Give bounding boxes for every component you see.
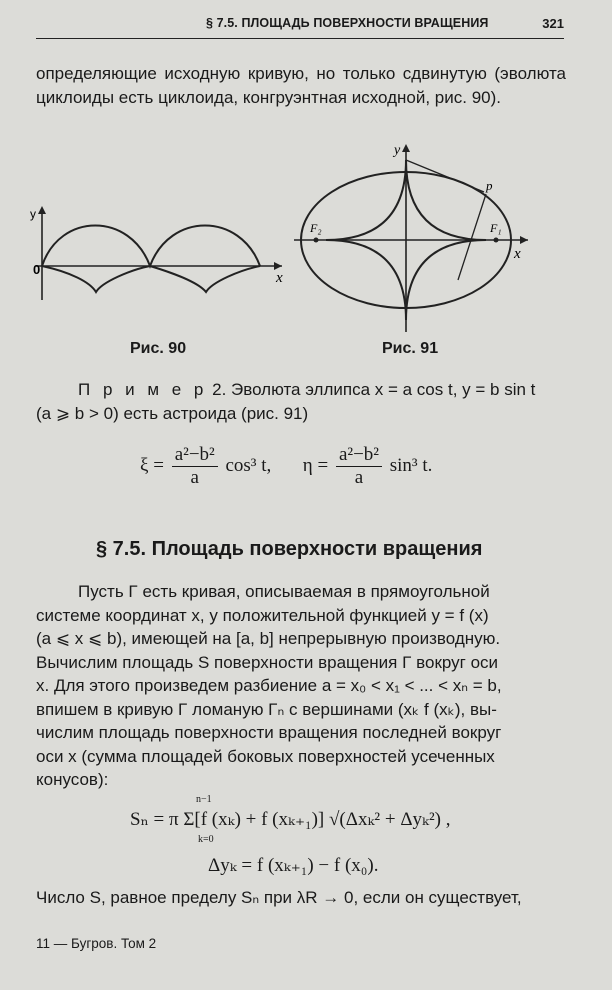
fig91-x-label: x xyxy=(514,246,521,262)
page-number: 321 xyxy=(542,16,564,31)
delta-equation: Δyₖ = f (xₖ₊₁) − f (x₀). xyxy=(208,855,379,876)
fig91-caption: Рис. 91 xyxy=(382,340,439,357)
fraction-1-numerator: a²−b² xyxy=(172,444,218,467)
fig91-p-label: p xyxy=(486,178,493,193)
fig91-f2-label: F₂ xyxy=(310,221,322,235)
astroid-formula xyxy=(140,444,432,489)
body-line: системе координат x, y положительной функцией y = f (x) xyxy=(36,605,489,625)
body-line: Пусть Γ есть кривая, описываемая в прямоугольной xyxy=(78,582,490,601)
cos-term: cos³ t, xyxy=(225,454,272,476)
fraction-1 xyxy=(172,444,218,489)
fraction-2-denominator: a xyxy=(354,467,364,488)
example-text-2: (a ⩾ b > 0) есть астроида (рис. 91) xyxy=(36,404,309,423)
running-header xyxy=(36,14,564,39)
body-line: x. Для этого произведем разбиение a = x₀ < x₁ < ... < xₙ = b, xyxy=(36,676,502,695)
sum-equation xyxy=(130,808,451,831)
xi-label: ξ = xyxy=(140,454,164,476)
sum-upper-limit: n−1 xyxy=(196,794,212,805)
example-text-1: 2. Эволюта эллипса x = a cos t, y = b sin t xyxy=(212,380,536,399)
eta-label: η = xyxy=(302,454,329,476)
section-heading: § 7.5. Площадь поверхности вращения xyxy=(96,538,483,560)
example-lead: П р и м е р xyxy=(78,380,208,399)
sum-equation-text: Sₙ = π Σ[f (xₖ) + f (xₖ₊₁)] √(Δxₖ² + Δyₖ²) , xyxy=(130,809,451,830)
fig91-f1-label: F₁ xyxy=(490,221,502,235)
figure-90 xyxy=(30,200,290,310)
fig91-y-label: y xyxy=(394,143,401,158)
body-line: числим площадь поверхности вращения последней вокруг xyxy=(36,723,502,742)
fig90-caption: Рис. 90 xyxy=(130,340,187,357)
example-paragraph xyxy=(36,378,566,426)
intro-paragraph: определяющие исходную кривую, но только сдвинутую (эволюта циклоиды есть циклоида, конгруэнтная исходной, рис. 90). xyxy=(36,64,566,107)
header-title: § 7.5. ПЛОЩАДЬ ПОВЕРХНОСТИ ВРАЩЕНИЯ xyxy=(206,16,489,30)
fig90-origin-label: 0 xyxy=(33,262,41,277)
body-line: Вычислим площадь S поверхности вращения Γ вокруг оси xyxy=(36,652,499,672)
footer-signature: 11 — Бугров. Том 2 xyxy=(36,936,157,951)
fraction-1-denominator: a xyxy=(190,467,199,488)
sin-term: sin³ t. xyxy=(389,454,433,476)
body-line: конусов): xyxy=(36,770,109,789)
last-line: Число S, равное пределу Sₙ при λR → 0, если он существует, xyxy=(36,888,522,907)
fraction-2-numerator: a²−b² xyxy=(336,444,382,467)
body-line: впишем в кривую Γ ломаную Γₙ с вершинами (xₖ f (xₖ), вы- xyxy=(36,699,497,719)
fraction-2 xyxy=(336,444,382,489)
sum-lower-limit: k=0 xyxy=(198,834,214,845)
body-line: оси x (сумма площадей боковых поверхностей усеченных xyxy=(36,746,495,766)
fig90-x-label: x xyxy=(276,270,283,286)
main-paragraph xyxy=(36,580,566,792)
body-line: (a ⩽ x ⩽ b), имеющей на [a, b] непрерывную производную. xyxy=(36,629,501,648)
figure-91 xyxy=(288,140,533,340)
fig90-y-label: y xyxy=(30,207,36,221)
